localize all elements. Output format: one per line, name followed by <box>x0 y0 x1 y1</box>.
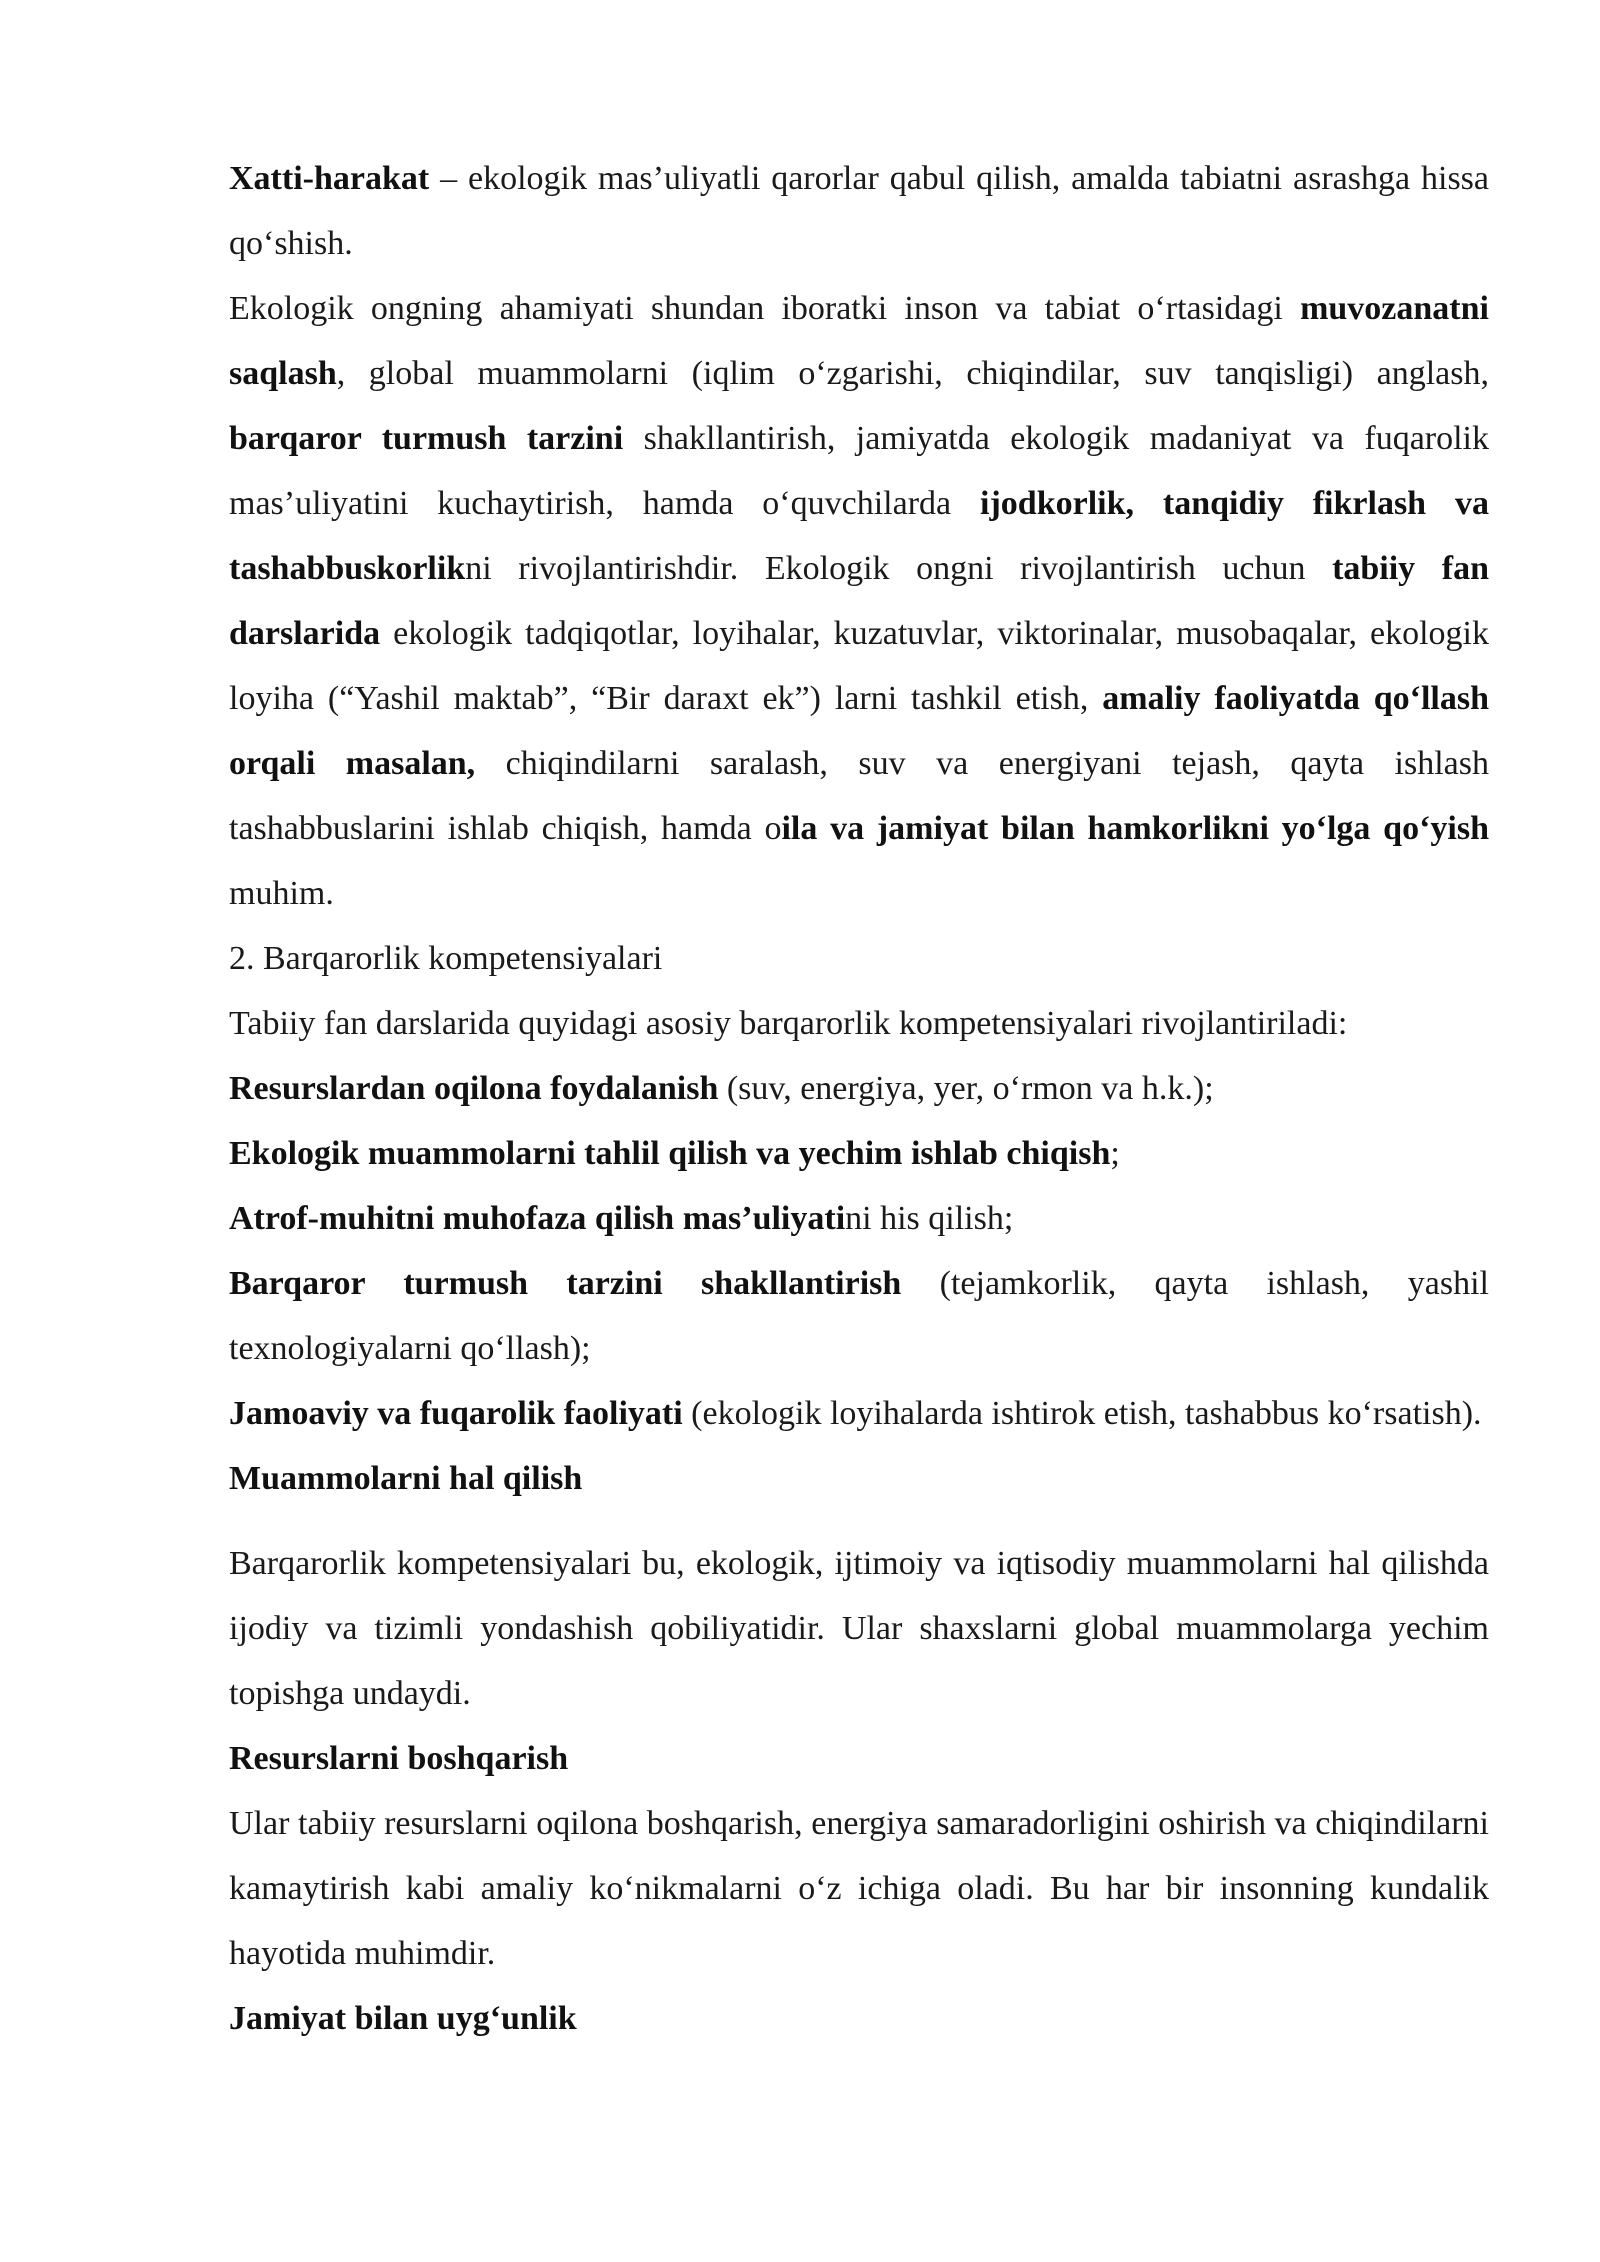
bold-span: barqaror turmush tarzini <box>229 420 624 457</box>
competency-detail: ni his qilish; <box>845 1200 1014 1237</box>
competency-detail: (tejamkorlik, qayta ishlash, yashil texnologiyalarni qo‘llash); <box>229 1265 1489 1367</box>
competency-detail: (suv, energiya, yer, o‘rmon va h.k.); <box>718 1070 1214 1107</box>
section-2-title: 2. Barqarorlik kompetensiyalari <box>229 940 663 977</box>
paragraph-resources: Ular tabiiy resurslarni oqilona boshqarish, energiya samaradorligini oshirish va chiqindilarni kamaytirish kabi amaliy ko‘nikmalarni o‘z ichiga oladi. Bu har bir insonning kundalik hayotida muhimdir. <box>229 1805 1489 1972</box>
competency-term: Resurslardan oqilona foydalanish <box>229 1070 719 1107</box>
paragraph-importance <box>229 276 1489 926</box>
text-span: muhim. <box>229 875 334 912</box>
heading-text: Resurslarni boshqarish <box>229 1740 569 1777</box>
heading-resources <box>229 1726 1489 1791</box>
competency-term: Barqaror turmush tarzini shakllantirish <box>229 1265 902 1302</box>
competency-term: Atrof-muhitni muhofaza qilish mas’uliyati <box>229 1200 846 1237</box>
action-definition: – ekologik mas’uliyatli qarorlar qabul qilish, amalda tabiatni asrashga hissa qo‘shish. <box>229 160 1489 262</box>
paragraph-problems: Barqarorlik kompetensiyalari bu, ekologik, ijtimoiy va iqtisodiy muammolarni hal qilishda ijodiy va tizimli yondashish qobiliyatidir. Ular shaxslarni global muammolarga yechim topishga undaydi. <box>229 1545 1489 1712</box>
term-action: Xatti-harakat <box>229 160 430 197</box>
text-span: ni rivojlantirishdir. Ekologik ongni rivojlantirish uchun <box>465 550 1333 587</box>
competency-item <box>229 1381 1489 1446</box>
competency-term: Jamoaviy va fuqarolik faoliyati <box>229 1395 683 1432</box>
competency-detail: (ekologik loyihalarda ishtirok etish, tashabbus ko‘rsatish). <box>682 1395 1482 1432</box>
bold-span: tabiiy fan darslarida <box>229 550 1490 652</box>
competency-item <box>229 1251 1489 1381</box>
competency-item <box>229 1186 1489 1251</box>
competency-item <box>229 1056 1489 1121</box>
text-span: shakllantirish, jamiyatda ekologik madaniyat va fuqarolik mas’uliyatini kuchaytirish, hamda o‘quvchilarda <box>229 420 1489 522</box>
heading-society <box>229 1986 1489 2051</box>
bold-span: muvozanatni saqlash <box>229 290 1489 392</box>
paragraph-action <box>229 146 1489 276</box>
text-span: , global muammolarni (iqlim o‘zgarishi, chiqindilar, suv tanqisligi) anglash, <box>336 355 1489 392</box>
competency-detail: ; <box>1110 1135 1120 1172</box>
heading-text: Jamiyat bilan uyg‘unlik <box>229 2000 577 2037</box>
text-span: ekologik tadqiqotlar, loyihalar, kuzatuvlar, viktorinalar, musobaqalar, ekologik loyiha (“Yashil maktab”, “Bir daraxt ek”) larni tashkil etish, <box>229 615 1489 717</box>
competency-term: Ekologik muammolarni tahlil qilish va yechim ishlab chiqish <box>229 1135 1111 1172</box>
heading-problems <box>229 1446 1489 1511</box>
text-span: chiqindilarni saralash, suv va energiyani tejash, qayta ishlash tashabbuslarini ishlab chiqish, hamda o <box>229 745 1489 847</box>
bold-span: ila va jamiyat bilan hamkorlikni yo‘lga qo‘yish <box>781 810 1490 847</box>
text-span: Ekologik ongning ahamiyati shundan iboratki inson va tabiat o‘rtasidagi <box>229 290 1301 327</box>
bold-span: ijodkorlik, tanqidiy fikrlash va tashabbuskorlik <box>229 485 1489 587</box>
section-2-intro: Tabiiy fan darslarida quyidagi asosiy barqarorlik kompetensiyalari rivojlantiriladi: <box>229 1005 1348 1042</box>
document-page <box>229 146 1489 2051</box>
heading-text: Muammolarni hal qilish <box>229 1460 583 1497</box>
bold-span: amaliy faoliyatda qo‘llash orqali masalan, <box>229 680 1489 782</box>
competency-item <box>229 1121 1489 1186</box>
